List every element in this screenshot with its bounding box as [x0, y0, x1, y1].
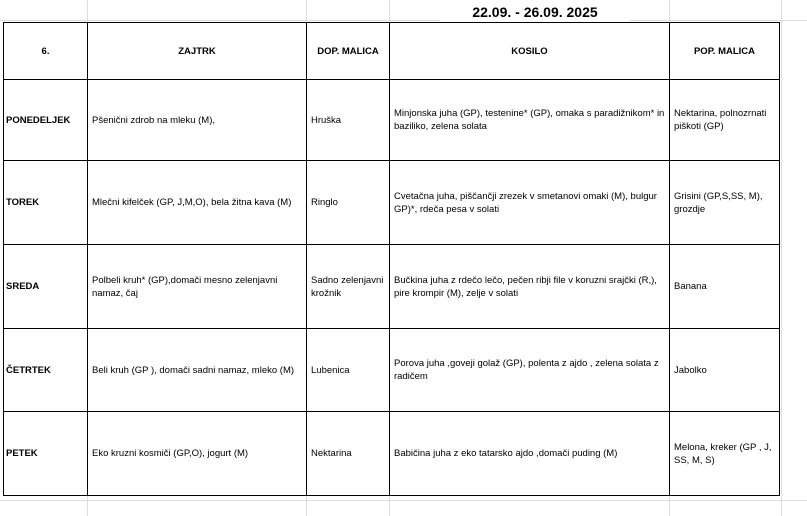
day-cell[interactable]: SREDA	[4, 245, 88, 329]
pop-malica-cell[interactable]: Grisini (GP,S,SS, M), grozdje	[670, 161, 780, 245]
zajtrk-cell[interactable]: Polbeli kruh* (GP),domači mesno zelenjavni namaz, čaj	[88, 245, 307, 329]
day-cell[interactable]: PETEK	[4, 412, 88, 496]
kosilo-cell[interactable]: Cvetačna juha, piščančji zrezek v smetanovi omaki (M), bulgur GP)*, rdeča pesa v solati	[390, 161, 670, 245]
zajtrk-cell[interactable]: Pšenični zdrob na mleku (M),	[88, 80, 307, 161]
table-row	[4, 329, 780, 412]
header-kosilo[interactable]: KOSILO	[390, 23, 670, 80]
week-date-range: 22.09. - 26.09. 2025	[440, 3, 630, 21]
header-grade[interactable]: 6.	[4, 23, 88, 80]
kosilo-cell[interactable]: Bučkina juha z rdečo lečo, pečen ribji file v koruzni srajčki (R,), pire krompir (M), zelje v solati	[390, 245, 670, 329]
table-row	[4, 412, 780, 496]
dop-malica-cell[interactable]: Hruška	[307, 80, 390, 161]
header-pop-malica[interactable]: POP. MALICA	[670, 23, 780, 80]
zajtrk-cell[interactable]: Eko kruzni kosmiči (GP,O), jogurt (M)	[88, 412, 307, 496]
pop-malica-cell[interactable]: Jabolko	[670, 329, 780, 412]
header-zajtrk[interactable]: ZAJTRK	[88, 23, 307, 80]
dop-malica-cell[interactable]: Nektarina	[307, 412, 390, 496]
menu-table	[3, 22, 780, 496]
zajtrk-cell[interactable]: Beli kruh (GP ), domači sadni namaz, mleko (M)	[88, 329, 307, 412]
header-row	[4, 23, 780, 80]
dop-malica-cell[interactable]: Sadno zelenjavni krožnik	[307, 245, 390, 329]
pop-malica-cell[interactable]: Melona, kreker (GP , J, SS, M, S)	[670, 412, 780, 496]
table-row	[4, 80, 780, 161]
day-cell[interactable]: TOREK	[4, 161, 88, 245]
kosilo-cell[interactable]: Porova juha ,goveji golaž (GP), polenta z ajdo , zelena solata z radičem	[390, 329, 670, 412]
header-dop-malica[interactable]: DOP. MALICA	[307, 23, 390, 80]
dop-malica-cell[interactable]: Lubenica	[307, 329, 390, 412]
table-row	[4, 245, 780, 329]
pop-malica-cell[interactable]: Banana	[670, 245, 780, 329]
pop-malica-cell[interactable]: Nektarina, polnozrnati piškoti (GP)	[670, 80, 780, 161]
kosilo-cell[interactable]: Minjonska juha (GP), testenine* (GP), omaka s paradižnikom* in baziliko, zelena solata	[390, 80, 670, 161]
day-cell[interactable]: PONEDELJEK	[4, 80, 88, 161]
zajtrk-cell[interactable]: Mlečni kifelček (GP, J,M,O), bela žitna kava (M)	[88, 161, 307, 245]
table-row	[4, 161, 780, 245]
day-cell[interactable]: ČETRTEK	[4, 329, 88, 412]
kosilo-cell[interactable]: Babičina juha z eko tatarsko ajdo ,domači puding (M)	[390, 412, 670, 496]
dop-malica-cell[interactable]: Ringlo	[307, 161, 390, 245]
